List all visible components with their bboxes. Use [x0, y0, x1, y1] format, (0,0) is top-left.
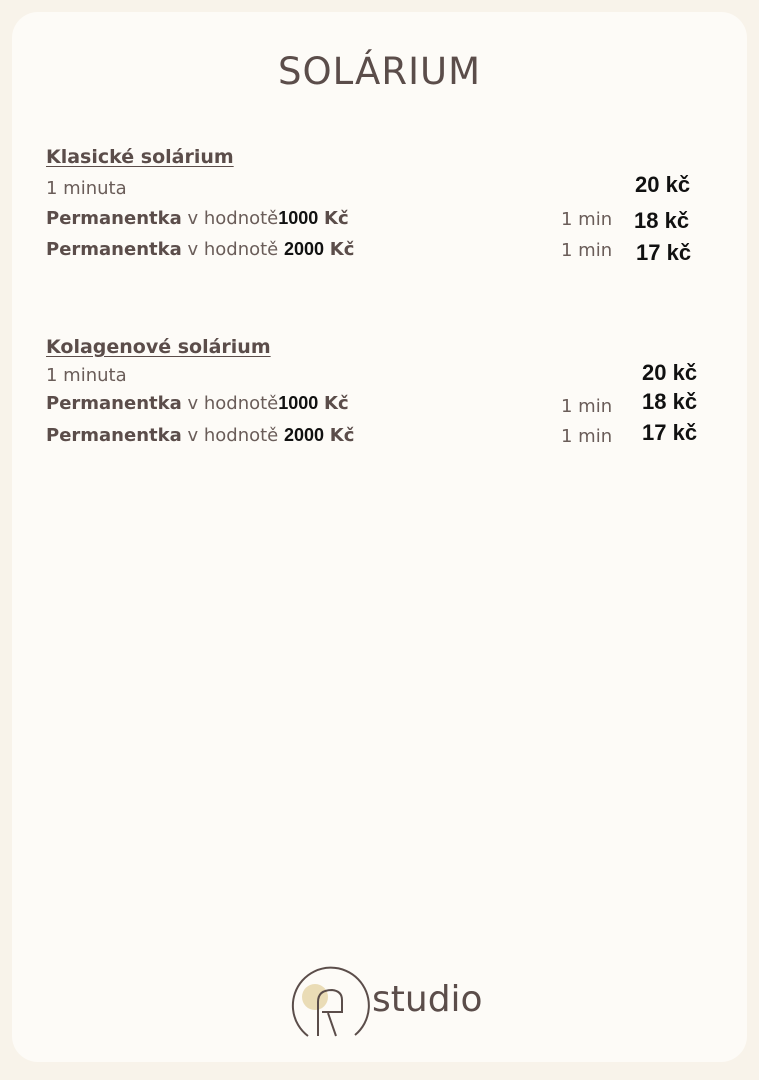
page-title: SOLÁRIUM: [277, 50, 481, 93]
pass-1000-duration: 1 min: [561, 209, 613, 230]
pass-1000-label: Permanentka v hodnotě1000 Kč: [46, 208, 349, 229]
pass-2000-price: 17 kč: [636, 240, 692, 265]
single-minute-label: 1 minuta: [46, 178, 127, 199]
pass-1000-price: 18 kč: [634, 208, 690, 233]
pass-2000-label: Permanentka v hodnotě 2000 Kč: [46, 425, 355, 446]
pass-1000-label: Permanentka v hodnotě1000 Kč: [46, 393, 349, 414]
single-minute-price: 20 kč: [642, 360, 698, 385]
pass-1000-duration: 1 min: [561, 396, 613, 417]
section-title-kolagenove: Kolagenové solárium: [46, 336, 271, 358]
pass-2000-duration: 1 min: [561, 426, 613, 447]
single-minute-label: 1 minuta: [46, 365, 127, 386]
pass-2000-price: 17 kč: [642, 420, 698, 445]
price-list-card: [12, 12, 747, 1062]
pass-2000-label: Permanentka v hodnotě 2000 Kč: [46, 239, 355, 260]
single-minute-price: 20 kč: [635, 172, 691, 197]
pass-1000-price: 18 kč: [642, 389, 698, 414]
section-title-klasicke: Klasické solárium: [46, 146, 234, 168]
pass-2000-duration: 1 min: [561, 240, 613, 261]
logo-text: studio: [372, 979, 483, 1020]
